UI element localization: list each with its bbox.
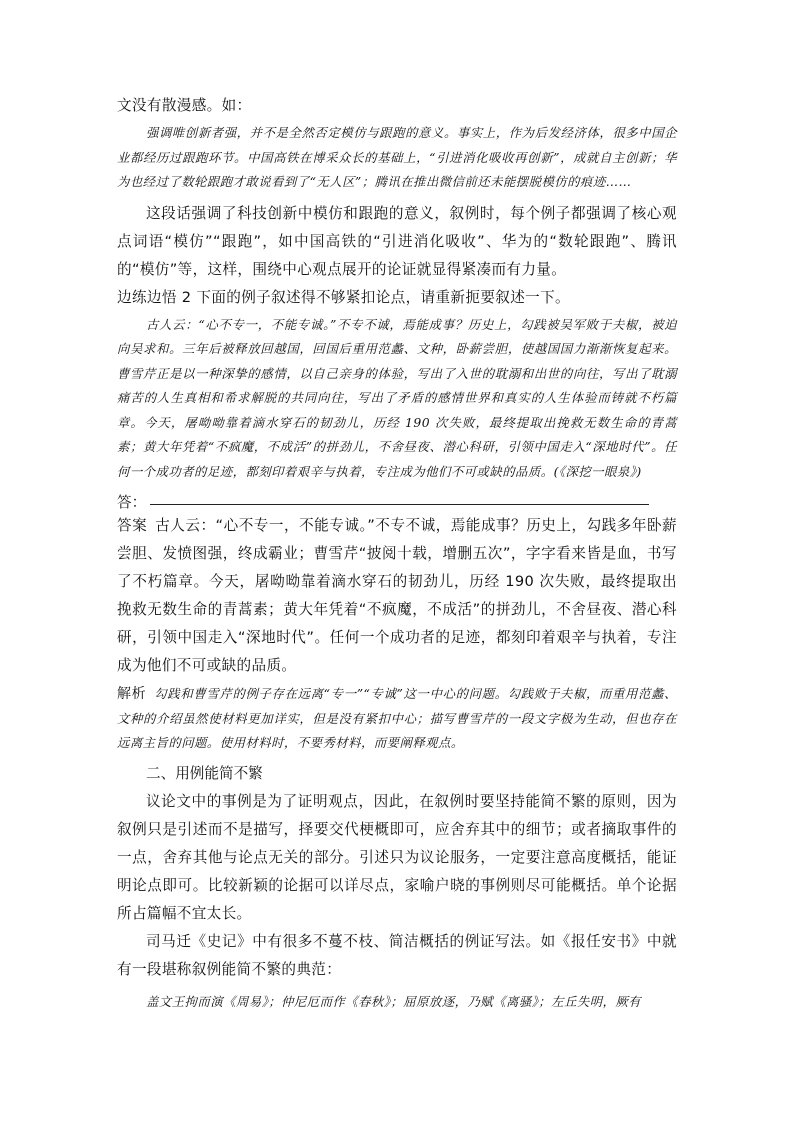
quote-innovation: 强调唯创新者强，并不是全然否定模仿与跟跑的意义。事实上，作为后发经济体，很多中国企业都经历过跟跑环节。中国高铁在博采众长的基础上，“引进消化吸收再创新”，成就自主创新；华为也经过了数轮跟跑才敢说看到了“无人区”；腾讯在推出微信前还未能摆脱模仿的痕迹…… <box>117 125 677 189</box>
simaqian-paragraph: 司马迁《史记》中有很多不蔓不枝、简洁概括的例证写法。如《报任安书》中就有一段堪称叙例能简不繁的典范： <box>117 932 677 978</box>
quote-baorenanshu: 盖文王拘而演《周易》；仲尼厄而作《春秋》；屈原放逐，乃赋《离骚》；左丘失明，厥有 <box>146 993 642 1009</box>
analysis-paragraph: 这段话强调了科技创新中模仿和跟跑的意义，叙例时，每个例子都强调了核心观点词语“模仿”“跟跑”，如中国高铁的“引进消化吸收”、华为的“数轮跟跑”、腾讯的“模仿”等，这样，围绕中心观点展开的论证就显得紧凑而有力量。 <box>117 204 677 278</box>
answer-line <box>117 484 677 512</box>
answer-underline[interactable] <box>150 504 649 505</box>
quote-focus: 古人云：“心不专一，不能专诚。”不专不诚，焉能成事？历史上，勾践被吴军败于夫椒，被迫向吴求和。三年后被释放回越国，回国后重用范蠡、文种，卧薪尝胆，使越国国力渐渐恢复起来。曹雪芹正是以一种深挚的感情，以自己亲身的体验，写出了入世的耽溺和出世的向往，写出了耽溺痛苦的人生真相和希求解脱的共同向往，写出了矛盾的感情世界和真实的人生体验而铸就不朽篇章。今天，屠呦呦靠着滴水穿石的韧劲儿，历经 190 次失败，最终提取出挽救无数生命的青蒿素；黄大年凭着“不疯魔，不成活”的拼劲儿，不舍昼夜、潜心科研，引领中国走入“深地时代”。任何一个成功者的足迹，都刻印着艰辛与执着，专注成为他们不可或缺的品质。(《深挖一眼泉》) <box>117 316 677 479</box>
answer-label: 答： <box>117 494 147 511</box>
answer-key <box>117 512 677 680</box>
analysis-label: 解析 <box>117 686 147 702</box>
answer-key-text: 古人云：“心不专一，不能专诚。”不专不诚，焉能成事？历史上，勾践多年卧薪尝胆、发愤图强，终成霸业；曹雪芹“披阅十载，增删五次”，字字看来皆是血，书写了不朽篇章。今天，屠呦呦靠着滴水穿石的韧劲儿，历经 190 次失败，最终提取出挽救无数生命的青蒿素；黄大年凭着“不疯魔，不成活”的拼劲儿，不舍昼夜、潜心科研，引领中国走入“深地时代”。任何一个成功者的足迹，都刻印着艰辛与执着，专注成为他们不可或缺的品质。 <box>117 517 677 674</box>
document-page <box>117 92 677 1014</box>
answer-key-label: 答案 <box>117 517 148 534</box>
section-paragraph: 议论文中的事例是为了证明观点，因此，在叙例时要坚持能简不繁的原则，因为叙例只是引述而不是描写，择要交代梗概即可，应舍弃其中的细节；或者摘取事件的一点，舍弃其他与论点无关的部分。引述只为议论服务，一定要注意高度概括，能证明论点即可。比较新颖的论据可以详尽点，家喻户晓的事例则尽可能概括。单个论据所占篇幅不宜太长。 <box>117 792 677 922</box>
analysis-text: 勾践和曹雪芹的例子存在远离“专一”“专诚”这一中心的问题。勾践败于夫椒，而重用范蠡、文种的介绍虽然使材料更加详实，但是没有紧扣中心；描写曹雪芹的一段文字极为生动，但也存在远离主旨的问题。使用材料时，不要秀材料，而要阐释观点。 <box>117 686 677 750</box>
section-title: 二、用例能简不繁 <box>146 764 263 782</box>
analysis-block <box>117 682 677 756</box>
intro-line: 文没有散漫感。如： <box>117 97 252 114</box>
exercise-prompt: 边练边悟 2 下面的例子叙述得不够紧扣论点，请重新扼要叙述一下。 <box>117 288 570 306</box>
